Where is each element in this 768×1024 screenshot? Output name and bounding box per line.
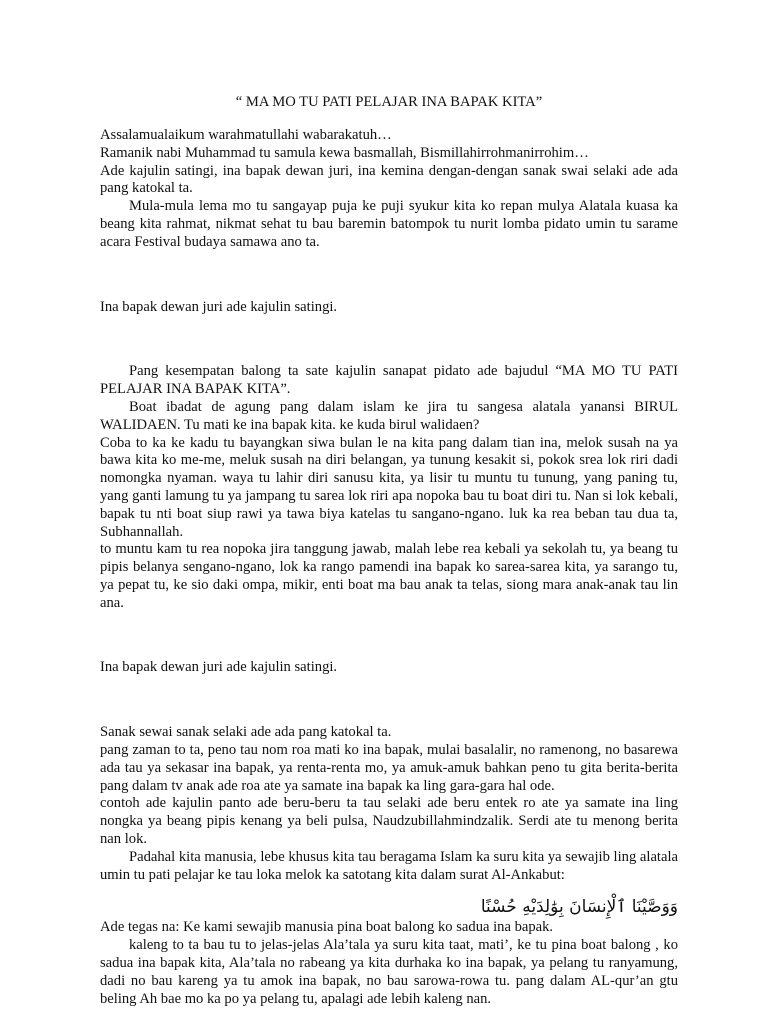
body-paragraph: Ade kajulin satingi, ina bapak dewan juri, ina kemina dengan-dengan sanak swai selaki ade ada pang katokal ta.: [100, 162, 678, 197]
body-paragraph: Coba to ka ke kadu tu bayangkan siwa bulan le na kita pang dalam tian ina, melok susah na ya bawa kita ko me-me, meluk susah na diri belangan, ya tunung kesakit si, pokok srea lok riri dadi nomongka nyaman. waya tu lahir diri sanusu kita, ya lisir tu muntu tu tunung, yang paning tu, yang ganti lamung tu ya jampang tu sarea lok riri apa nopoka bau tu boat diri tu. Nan si lok kebali, bapak tu nti boat siup rawi ya tawa biya katelas tu sangano-ngano. luk ka rea beban tau dua ta, Subhannallah.: [100, 434, 678, 540]
document-body: [100, 127, 678, 1008]
body-paragraph: Ina bapak dewan juri ade kajulin satingi.: [100, 659, 338, 676]
body-paragraph: to muntu kam tu rea nopoka jira tanggung jawab, malah lebe rea kebali ya sekolah tu, ya beang tu pipis belanya sengano-ngano, lok ka rango pamendi ina bapak ko sarea-sarea kita, ya sarango tu, ya pepat tu, ke sio daki ompa, mikir, enti boat ma bau anak ta telas, siong mara anak-anak tau lin ana.: [100, 541, 678, 611]
arabic-verse: وَوَصَّيْنَا ٱلْإِنسَانَ بِوَٰلِدَيْهِ حُسْنًا: [480, 897, 678, 918]
body-paragraph: Ina bapak dewan juri ade kajulin satingi.: [100, 298, 338, 315]
body-paragraph: Ade tegas na: Ke kami sewajib manusia pina boat balong ko sadua ina bapak.: [100, 919, 554, 936]
document-title: “ MA MO TU PATI PELAJAR INA BAPAK KITA”: [235, 94, 543, 110]
body-paragraph: contoh ade kajulin panto ade beru-beru ta tau selaki ade beru entek ro ate ya samate ina ling nongka ya beang pipis kenang ya beli pulsa, Naudzubillahmindzalik. Serdi ate tu menong berita nan lok.: [100, 795, 678, 848]
body-paragraph: Sanak sewai sanak selaki ade ada pang katokal ta.: [100, 724, 392, 741]
body-paragraph: Boat ibadat de agung pang dalam islam ke jira tu sangesa alatala yanansi BIRUL WALIDAEN. Tu mati ke ina bapak kita. ke kuda birul walidaen?: [100, 398, 678, 433]
paragraphs-before-verse: [100, 127, 678, 884]
body-paragraph: Pang kesempatan balong ta sate kajulin sanapat pidato ade bajudul “MA MO TU PATI PELAJAR INA BAPAK KITA”.: [100, 363, 678, 398]
body-paragraph: Mula-mula lema mo tu sangayap puja ke puji syukur kita ko repan mulya Alatala kuasa ka beang kita rahmat, nikmat sehat tu bau baremin batompok tu nurit lomba pidato umin tu sarame acara Festival budaya samawa ano ta.: [100, 198, 678, 250]
blank-line: [100, 331, 678, 349]
blank-line: [100, 266, 678, 284]
body-paragraph: pang zaman to ta, peno tau nom roa mati ko ina bapak, mulai basalalir, no ramenong, no basarewa ada tau ya sekasar ina bapak, ya renta-renta mo, ya amuk-amuk bahkan peno tu gita berita-berita pang dalam tv anak ade roa ate ya samate ina bapak ka ling gara-gara hal ode.: [100, 742, 678, 794]
blank-line: [100, 627, 678, 645]
blank-line: [100, 692, 678, 710]
body-paragraph: kaleng to ta bau tu to jelas-jelas Ala’tala ya suru kita taat, mati’, ke tu pina boat balong , ko sadua ina bapak kita, Ala’tala no rabeang ya kita durhaka ko ina bapak, ya pelang tu ranyamung, dadi no bau kareng ya tu amok ina bapak, no bau sarowa-rowa tu. pang dalam AL-qur’an gtu beling Ah bae mo ka po ya pelang tu, apalagi ade lebih kaleng nan.: [100, 937, 678, 1007]
body-paragraph: Padahal kita manusia, lebe khusus kita tau beragama Islam ka suru kita ya sewajib ling alatala umin tu pati pelajar ke tau loka melok ka satotang kita dalam surat Al-Ankabut:: [100, 848, 678, 883]
body-paragraph: Ramanik nabi Muhammad tu samula kewa basmallah, Bismillahirrohmanirrohim…: [100, 144, 589, 161]
body-paragraph: Assalamualaikum warahmatullahi wabarakatuh…: [100, 127, 392, 143]
paragraphs-after-verse: [100, 919, 678, 1008]
